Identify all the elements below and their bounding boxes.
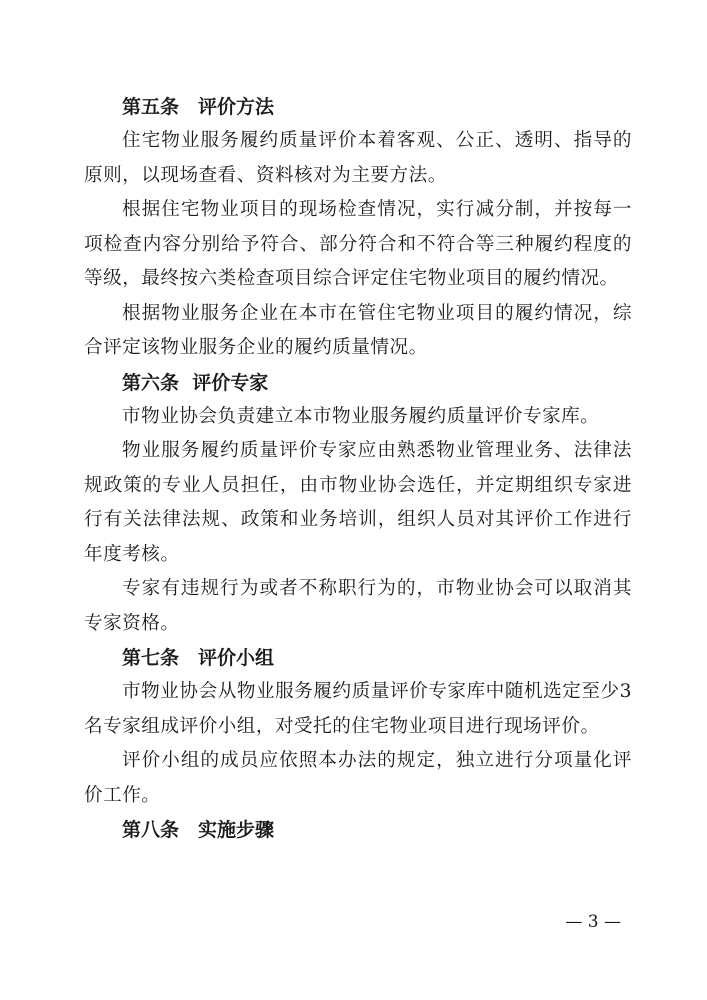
article-paragraph: 评价小组的成员应依照本办法的规定，独立进行分项量化评价工作。: [84, 750, 632, 806]
article-8: [84, 813, 632, 847]
article-heading: 第七条 评价小组: [122, 647, 275, 669]
article-paragraph: 住宅物业服务履约质量评价本着客观、公正、透明、指导的原则，以现场查看、资料核对为主要方法。: [84, 130, 632, 186]
article-paragraph: 市物业协会负责建立本市物业服务履约质量评价专家库。: [122, 405, 600, 427]
article-heading: 第五条 评价方法: [122, 96, 275, 118]
article-5: [84, 90, 632, 366]
article-heading: 第六条 评价专家: [122, 371, 269, 394]
article-paragraph: 物业服务履约质量评价专家应由熟悉物业管理业务、法律法规政策的专业人员担任，由市物业协会选任，并定期组织专家进行有关法律法规、政策和业务培训，组织人员对其评价工作进行年度考核。: [84, 440, 632, 565]
article-7: [84, 641, 632, 813]
article-paragraph: 根据住宅物业项目的现场检查情况，实行减分制，并按每一项检查内容分别给予符合、部分符合和不符合等三种履约程度的等级，最终按六类检查项目综合评定住宅物业项目的履约情况。: [84, 199, 632, 289]
article-paragraph: 专家有违规行为或者不称职行为的，市物业协会可以取消其专家资格。: [84, 578, 632, 634]
article-paragraph: 市物业协会从物业服务履约质量评价专家库中随机选定至少3名专家组成评价小组，对受托的住宅物业项目进行现场评价。: [84, 681, 632, 737]
article-paragraph: 根据物业服务企业在本市在管住宅物业项目的履约情况，综合评定该物业服务企业的履约质量情况。: [84, 302, 632, 358]
document-body: [84, 90, 632, 847]
page-number: — 3 —: [565, 912, 621, 932]
article-6: [84, 366, 632, 642]
article-heading: 第八条 实施步骤: [122, 819, 275, 841]
